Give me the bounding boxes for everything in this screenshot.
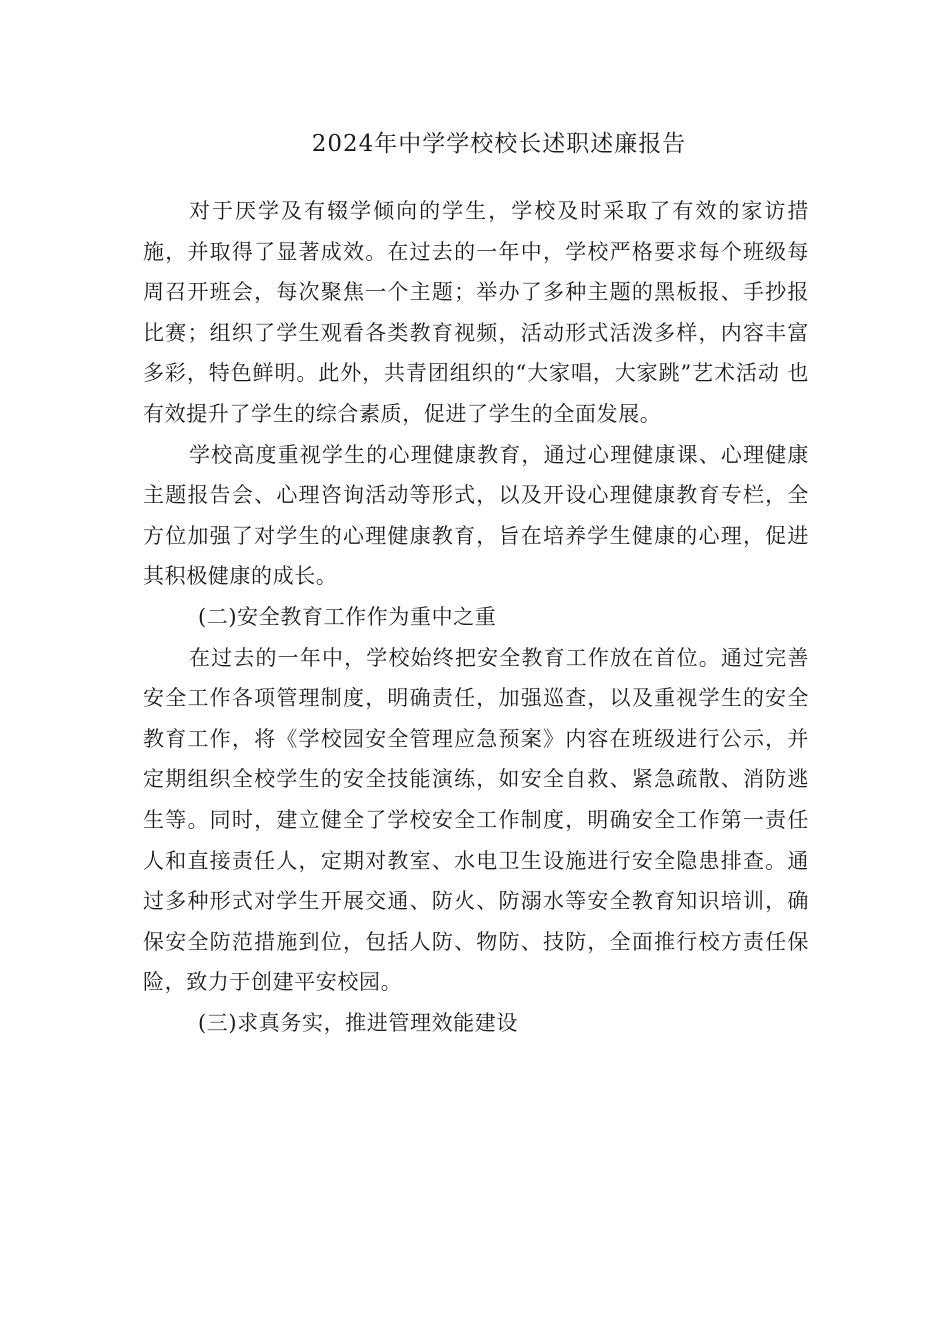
document-body	[143, 191, 809, 1043]
paragraph-safety-education: 在过去的一年中，学校始终把安全教育工作放在首位。通过完善安全工作各项管理制度，明确责任，加强巡查，以及重视学生的安全教育工作，将《学校园安全管理应急预案》内容在班级进行公示，并定期组织全校学生的安全技能演练，如安全自救、紧急疏散、消防逃生等。同时，建立健全了学校安全工作制度，明确安全工作第一责任人和直接责任人，定期对教室、水电卫生设施进行安全隐患排查。通过多种形式对学生开展交通、防火、防溺水等安全教育知识培训，确保安全防范措施到位，包括人防、物防、技防，全面推行校方责任保险，致力于创建平安校园。	[143, 645, 809, 995]
document-title: 2024年中学学校校长述职述廉报告	[311, 131, 687, 157]
paragraph-home-visits: 对于厌学及有辍学倾向的学生，学校及时采取了有效的家访措施，并取得了显著成效。在过去的一年中，学校严格要求每个班级每周召开班会，每次聚焦一个主题；举办了多种主题的黑板报、手抄报比赛；组织了学生观看各类教育视频，活动形式活泼多样，内容丰富多彩，特色鲜明。此外，共青团组织的“大家唱，大家跳”艺术活动 也有效提升了学生的综合素质，促进了学生的全面发展。	[143, 199, 809, 426]
section-heading-safety: (二)安全教育工作作为重中之重	[198, 604, 497, 629]
section-heading-management: (三)求真务实，推进管理效能建设	[198, 1010, 518, 1035]
paragraph-mental-health: 学校高度重视学生的心理健康教育，通过心理健康课、心理健康主题报告会、心理咨询活动等形式，以及开设心理健康教育专栏，全方位加强了对学生的心理健康教育，旨在培养学生健康的心理，促进其积极健康的成长。	[143, 442, 809, 589]
